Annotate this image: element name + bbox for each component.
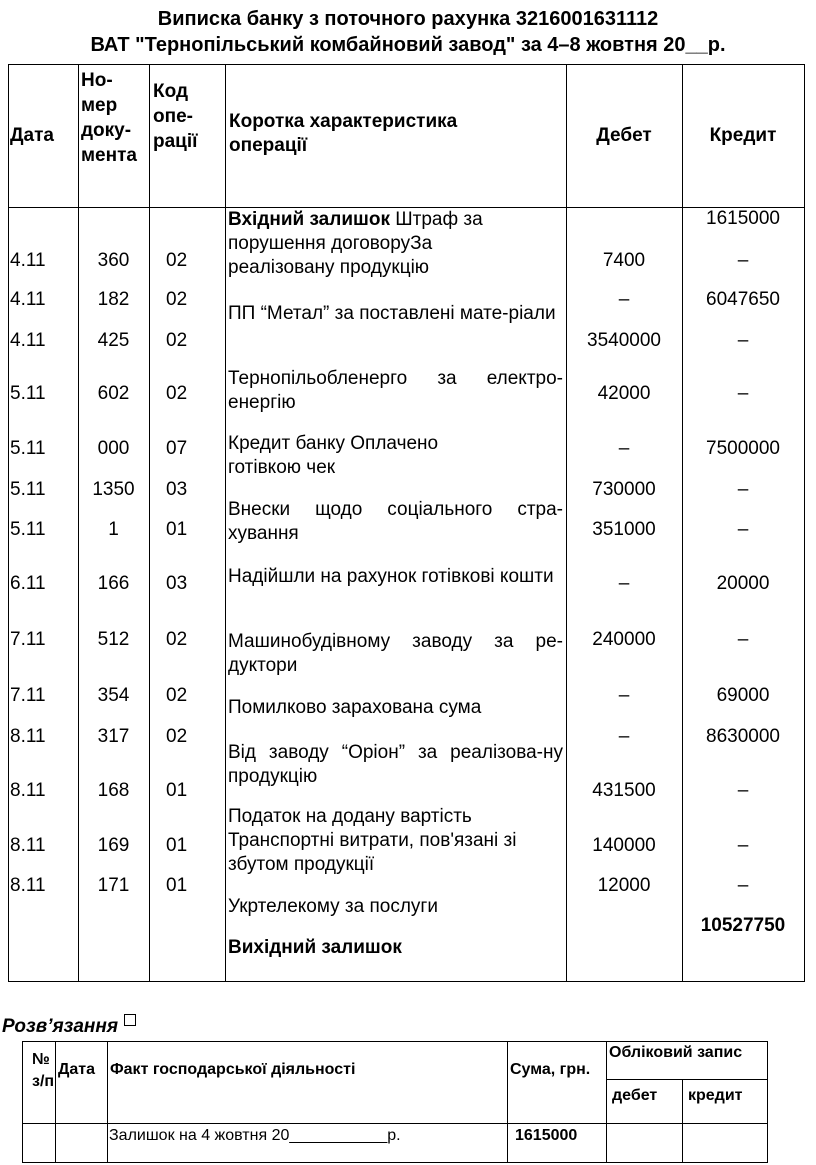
debit-cell: 730000 [592, 479, 656, 500]
credit-cell: 8630000 [706, 726, 780, 747]
op-code-cell: 01 [166, 875, 188, 896]
credit-cell: 20000 [716, 573, 770, 594]
doc-number-cell: 1 [108, 519, 119, 540]
date-cell: 8.11 [10, 835, 46, 856]
date-cell: 7.11 [10, 629, 46, 650]
doc-number-cell: 512 [97, 629, 130, 650]
doc-number-cell: 317 [97, 726, 130, 747]
date-cell: 6.11 [10, 573, 46, 594]
debit-cell: – [618, 685, 630, 706]
header-doc-number: Но- мер доку- мента [81, 70, 137, 166]
header-description: Коротка характеристика операції [229, 111, 458, 156]
doc-number-cell: 168 [97, 780, 130, 801]
credit-cell: – [737, 330, 749, 351]
credit-cell: – [737, 250, 749, 271]
description-text: Від заводу “Оріон” за реалізова-ну продукцію [228, 742, 563, 787]
solution-header-fact: Факт господарської діяльності [110, 1061, 356, 1078]
description-text: Кредит банку Оплачено готівкою чек [228, 433, 439, 478]
description-text: Надійшли на рахунок готівкові кошти [228, 566, 554, 587]
solution-header-date: Дата [58, 1061, 96, 1078]
debit-cell: 140000 [592, 835, 656, 856]
solution-header-credit: кредит [688, 1087, 743, 1104]
doc-number-cell: 602 [97, 383, 130, 404]
date-cell: 5.11 [10, 519, 46, 540]
solution-row-sum: 1615000 [515, 1127, 578, 1144]
debit-cell: 7400 [602, 250, 646, 271]
debit-cell: 42000 [597, 383, 651, 404]
date-cell: 5.11 [10, 479, 46, 500]
credit-cell: 7500000 [706, 438, 780, 459]
solution-header-debit: дебет [612, 1087, 658, 1104]
credit-cell: – [737, 383, 749, 404]
credit-cell: – [737, 519, 749, 540]
date-cell: 5.11 [10, 438, 46, 459]
description-text: Тернопільобленерго за електро-енергію [228, 368, 563, 413]
opening-balance-credit: 1615000 [706, 208, 780, 229]
op-code-cell: 03 [166, 479, 188, 500]
closing-balance-credit: 10527750 [700, 915, 786, 936]
doc-number-cell: 000 [97, 438, 130, 459]
header-op-code: Код опе- рації [153, 81, 198, 152]
op-code-cell: 02 [166, 685, 188, 706]
doc-number-cell: 166 [97, 573, 130, 594]
doc-number-cell: 182 [97, 289, 130, 310]
op-code-cell: 03 [166, 573, 188, 594]
op-code-cell: 07 [166, 438, 188, 459]
debit-cell: 240000 [592, 629, 656, 650]
credit-cell: – [737, 629, 749, 650]
date-cell: 8.11 [10, 780, 46, 801]
debit-cell: – [618, 289, 630, 310]
credit-cell: 69000 [716, 685, 770, 706]
doc-number-cell: 425 [97, 330, 130, 351]
op-code-cell: 01 [166, 835, 188, 856]
doc-number-cell: 169 [97, 835, 130, 856]
date-cell: 7.11 [10, 685, 46, 706]
op-code-cell: 02 [166, 289, 188, 310]
description-text: Штраф за порушення договоруЗа реалізовану продукцію [228, 209, 483, 278]
description-text: Транспортні витрати, пов'язані зі збутом продукції [228, 830, 517, 875]
debit-cell: 3540000 [587, 330, 661, 351]
header-credit: Кредит [709, 125, 777, 146]
description-text: Помилково зарахована сума [228, 697, 482, 718]
credit-cell: – [737, 780, 749, 801]
doc-number-cell: 360 [97, 250, 130, 271]
description-opening [228, 208, 518, 280]
statement-title-line1: Виписка банку з поточного рахунка 3216001631112 [157, 8, 659, 30]
date-cell: 4.11 [10, 289, 46, 310]
date-cell: 8.11 [10, 726, 46, 747]
doc-number-cell: 354 [97, 685, 130, 706]
op-code-cell: 02 [166, 330, 188, 351]
solution-row-fact: Залишок на 4 жовтня 20___________р. [109, 1127, 401, 1144]
credit-cell: 6047650 [706, 289, 780, 310]
op-code-cell: 01 [166, 519, 188, 540]
debit-cell: – [618, 438, 630, 459]
credit-cell: – [737, 835, 749, 856]
solution-header-num: № з/п [32, 1051, 55, 1090]
debit-cell: – [618, 573, 630, 594]
debit-cell: – [618, 726, 630, 747]
date-cell: 8.11 [10, 875, 46, 896]
solution-header-entry: Обліковий запис [609, 1044, 743, 1061]
closing-balance-label: Вихідний залишок [228, 937, 402, 958]
op-code-cell: 01 [166, 780, 188, 801]
debit-cell: 351000 [592, 519, 656, 540]
description-text: Податок на додану вартість [228, 806, 472, 827]
op-code-cell: 02 [166, 726, 188, 747]
debit-cell: 431500 [592, 780, 656, 801]
statement-title-line2: ВАТ "Тернопільський комбайновий завод" за 4–8 жовтня 20__р. [90, 34, 726, 56]
op-code-cell: 02 [166, 383, 188, 404]
description-text: Машинобудівному заводу за ре-дуктори [228, 631, 563, 676]
header-date: Дата [10, 125, 54, 146]
date-cell: 4.11 [10, 330, 46, 351]
doc-number-cell: 171 [97, 875, 130, 896]
credit-cell: – [737, 479, 749, 500]
doc-number-cell: 1350 [92, 479, 135, 500]
solution-title: Розв’язання [2, 1016, 119, 1037]
debit-cell: 12000 [597, 875, 651, 896]
op-code-cell: 02 [166, 250, 188, 271]
date-cell: 5.11 [10, 383, 46, 404]
opening-balance-label: Вхідний залишок [228, 209, 390, 230]
description-text: Укртелекому за послуги [228, 896, 438, 917]
date-cell: 4.11 [10, 250, 46, 271]
checkbox-square-icon [124, 1014, 136, 1026]
credit-cell: – [737, 875, 749, 896]
solution-heading [2, 1014, 136, 1038]
solution-header-sum: Сума, грн. [510, 1061, 591, 1078]
header-debit: Дебет [596, 125, 652, 146]
op-code-cell: 02 [166, 629, 188, 650]
description-text: ПП “Метал” за поставлені мате-ріали [228, 303, 556, 324]
description-text: Внески щодо соціального стра-хування [228, 499, 563, 544]
